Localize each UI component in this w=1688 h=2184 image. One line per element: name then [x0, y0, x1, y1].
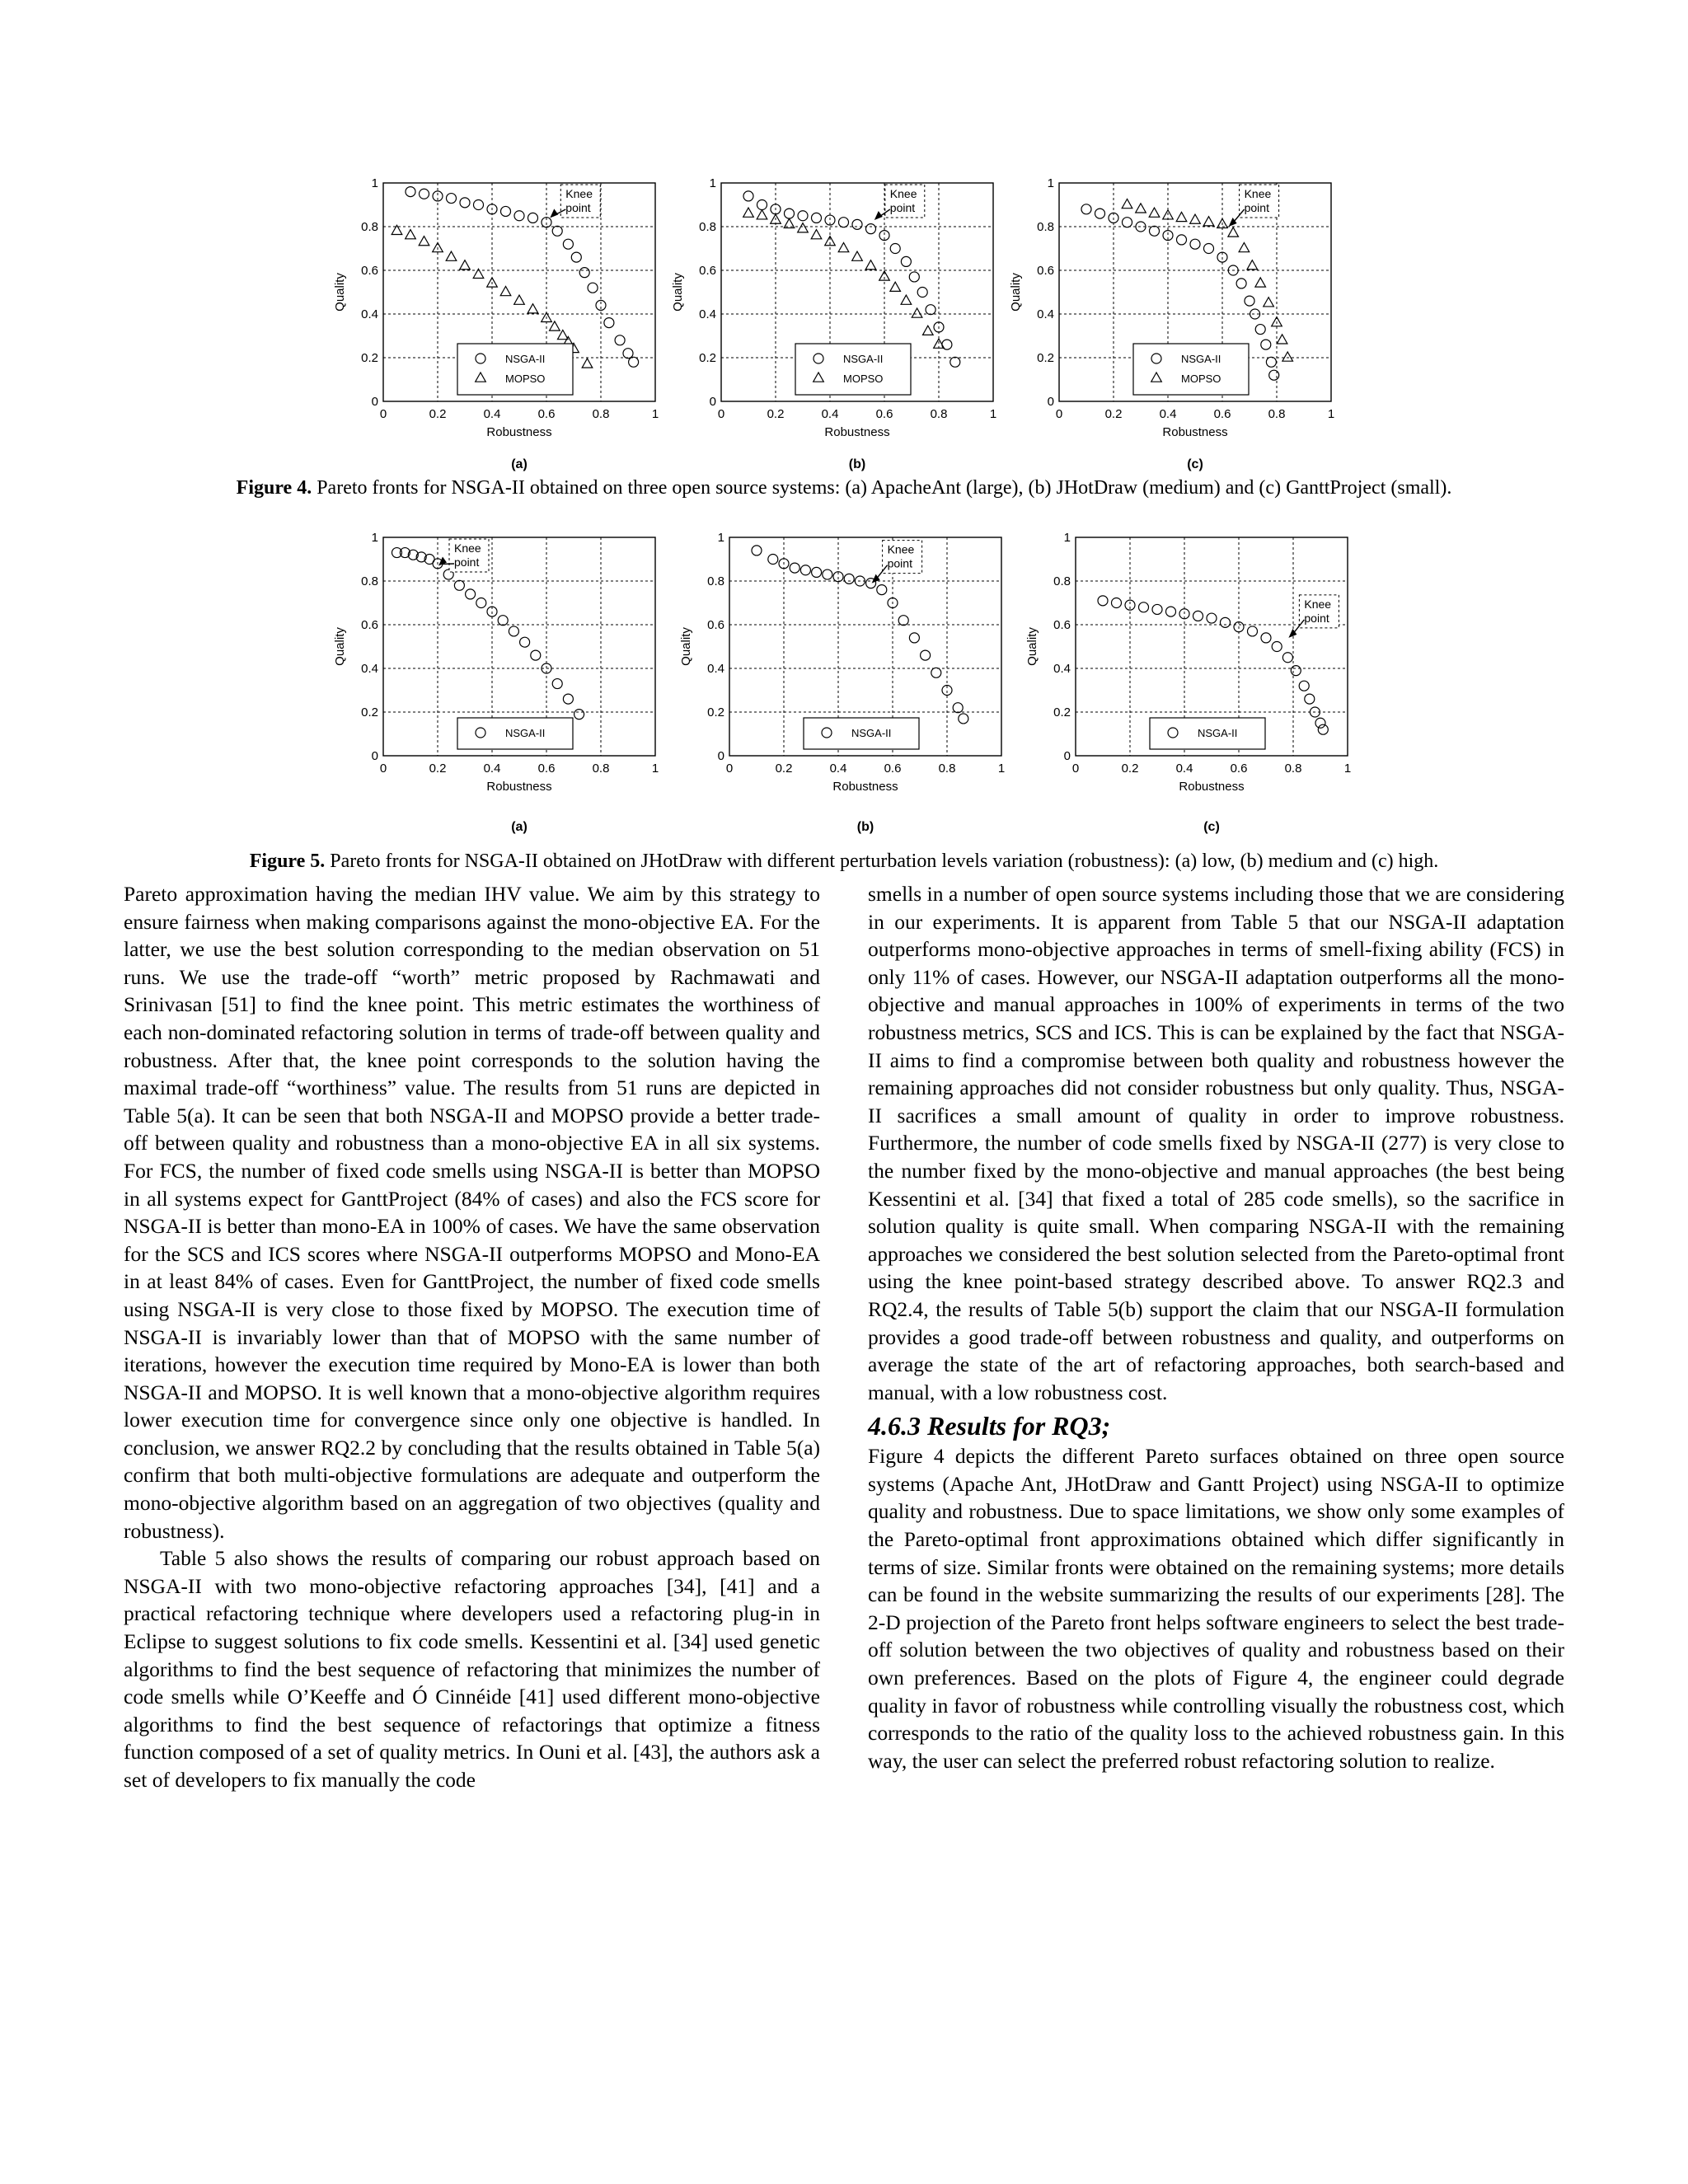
y-tick-label: 0.8	[707, 574, 724, 588]
legend-label: MOPSO	[505, 373, 546, 385]
x-tick-label: 0	[379, 407, 387, 421]
y-tick-label: 0.4	[361, 307, 378, 321]
knee-annotation-text: Knee	[1304, 597, 1332, 611]
x-tick-label: 0	[717, 407, 725, 421]
figure-5a-panel-label: (a)	[511, 820, 528, 834]
x-tick-label: 0.4	[483, 762, 501, 776]
x-tick-label: 0.2	[429, 407, 447, 421]
legend-label: NSGA-II	[505, 727, 546, 739]
x-tick-label: 0.8	[592, 407, 610, 421]
legend-label: MOPSO	[1181, 373, 1221, 385]
legend-box	[795, 344, 911, 395]
legend-box	[457, 344, 573, 395]
y-tick-label: 0.2	[699, 351, 716, 365]
x-axis-label: Robustness	[1162, 425, 1228, 439]
y-tick-label: 0.8	[361, 220, 378, 234]
knee-annotation-text: Knee	[565, 187, 593, 200]
x-tick-label: 0	[1055, 407, 1063, 421]
legend-label: NSGA-II	[851, 727, 892, 739]
y-tick-label: 0.2	[361, 705, 378, 719]
y-tick-label: 0.4	[1037, 307, 1054, 321]
y-axis-label: Quality	[679, 627, 693, 666]
y-tick-label: 0.2	[1037, 351, 1054, 365]
y-tick-label: 0	[1063, 749, 1071, 763]
y-tick-label: 1	[1047, 176, 1054, 190]
legend-label: NSGA-II	[843, 353, 884, 365]
x-tick-label: 0.4	[821, 407, 839, 421]
y-tick-label: 0.4	[1053, 662, 1071, 676]
chart-svg	[1001, 173, 1348, 453]
legend-label: NSGA-II	[1198, 727, 1238, 739]
right-paragraph-2: Figure 4 depicts the different Pareto surfaces obtained on three open source systems (Apache Ant, JHotDraw and Gantt Project) using NSGA-II to optimize quality and robustness. Due to space limitations, we show only some examples of the Pareto-optimal front approximations obtained which differ significantly in terms of size. Similar fronts were obtained on the remaining systems; more details can be found in the website summarizing the results of our experiments [28]. The 2-D projection of the Pareto front helps software engineers to select the best trade-off solution between the two objectives of quality and robustness based on their own preferences. Based on the plots of Figure 4, the engineer could degrade quality in favor of robustness while controlling visually the robustness cost, which corresponds to the ratio of the quality loss to the achieved robustness gain. In this way, the user can select the preferred robust refactoring solution to realize.	[868, 1444, 1564, 1773]
x-tick-label: 1	[651, 407, 659, 421]
y-tick-label: 0.4	[361, 662, 378, 676]
chart-svg	[663, 173, 1010, 453]
chart-svg	[1018, 527, 1364, 808]
knee-annotation-text: point	[565, 201, 591, 214]
x-tick-label: 0.8	[930, 407, 948, 421]
y-tick-label: 0.4	[707, 662, 724, 676]
y-tick-label: 0	[717, 749, 724, 763]
y-axis-label: Quality	[1025, 627, 1039, 666]
figure-5c-plot	[1018, 527, 1364, 812]
y-tick-label: 0	[709, 395, 716, 409]
figure-4b-plot	[663, 173, 1010, 457]
y-tick-label: 0	[371, 749, 378, 763]
figure-5c-panel-label: (c)	[1203, 820, 1220, 834]
left-column	[124, 880, 820, 1794]
x-tick-label: 0.6	[1230, 762, 1248, 776]
y-tick-label: 0.2	[707, 705, 724, 719]
figure-4-caption-label: Figure 4.	[236, 477, 312, 499]
figure-5-caption	[0, 849, 1688, 874]
y-tick-label: 1	[709, 176, 716, 190]
y-tick-label: 0.8	[699, 220, 716, 234]
x-tick-label: 1	[989, 407, 997, 421]
chart-svg	[326, 527, 672, 808]
x-tick-label: 0.8	[1268, 407, 1286, 421]
knee-annotation-text: point	[887, 556, 912, 570]
knee-annotation-text: point	[889, 201, 916, 214]
section-heading-4-6-3: 4.6.3 Results for RQ3;	[868, 1411, 1111, 1441]
figure-4c-plot	[1001, 173, 1348, 457]
legend-label: NSGA-II	[505, 353, 546, 365]
y-axis-label: Quality	[671, 273, 685, 312]
x-axis-label: Robustness	[824, 425, 890, 439]
left-paragraph-1: Pareto approximation having the median IHV value. We aim by this strategy to ensure fairness when making comparisons against the mono-objective EA. For the latter, we use the best solution corresponding to the median observation on 51 runs. We use the trade-off “worth” metric proposed by Rachmawati and Srinivasan [51] to find the knee point. This metric estimates the worthiness of each non-dominated refactoring solution in terms of trade-off between quality and robustness. After that, the knee point corresponds to the solution having the maximal trade-off “worthiness” value. The results from 51 runs are depicted in Table 5(a). It can be seen that both NSGA-II and MOPSO provide a better trade-off between quality and robustness than a mono-objective EA in all six systems. For FCS, the number of fixed code smells using NSGA-II is better than MOPSO in all systems expect for GanttProject (84% of cases) and also the FCS score for NSGA-II is better than mono-EA in 100% of cases. We have the same observation for the SCS and ICS scores where NSGA-II outperforms MOPSO and Mono-EA in at least 84% of cases. Even for GanttProject, the number of fixed code smells using NSGA-II is very close to those fixed by MOPSO. The execution time of NSGA-II is invariably lower than that of MOPSO with the same number of iterations, however the execution time required by Mono-EA is lower than both NSGA-II and MOPSO. It is well known that a mono-objective algorithm requires lower execution time for convergence since only one objective is handled. In conclusion, we answer RQ2.2 by concluding that the results obtained in Table 5(a) confirm that both multi-objective formulations are adequate and outperform the mono-objective algorithm based on an aggregation of two objectives (quality and robustness).	[124, 882, 820, 1543]
x-tick-label: 0.6	[537, 762, 556, 776]
x-axis-label: Robustness	[486, 780, 552, 794]
y-tick-label: 1	[1063, 531, 1071, 545]
figure-4a-plot	[326, 173, 672, 457]
knee-annotation-text: Knee	[1244, 187, 1272, 200]
figure-5b-plot	[672, 527, 1018, 812]
right-paragraph-1: smells in a number of open source systems including those that we are considering in our experiments. It is apparent from Table 5 that our NSGA-II adaptation outperforms mono-objective approaches in terms of smell-fixing ability (FCS) in only 11% of cases. However, our NSGA-II adaptation outperforms all the mono-objective and manual approaches in 100% of experiments in terms of the two robustness metrics, SCS and ICS. This is can be explained by the fact that NSGA-II aims to find a compromise between both quality and robustness however the remaining approaches did not consider robustness but only quality. Thus, NSGA-II sacrifices a small amount of quality in order to improve robustness. Furthermore, the number of code smells fixed by NSGA-II (277) is very close to the number fixed by the mono-objective and manual approaches (the best being Kessentini et al. [34] that fixed a total of 285 code smells), so the sacrifice in solution quality is quite small. When comparing NSGA-II with the remaining approaches we considered the best solution selected from the Pareto-optimal front using the knee point-based strategy described above. To answer RQ2.3 and RQ2.4, the results of Table 5(b) support the claim that our NSGA-II formulation provides a good trade-off between robustness and quality, and outperforms on average the state of the art of refactoring approaches, both search-based and manual, with a low robustness cost.	[868, 882, 1564, 1404]
y-tick-label: 1	[717, 531, 724, 545]
x-tick-label: 0.2	[429, 762, 447, 776]
legend-label: MOPSO	[843, 373, 884, 385]
figure-5a-plot	[326, 527, 672, 812]
knee-annotation-text: Knee	[454, 541, 481, 555]
legend-label: NSGA-II	[1181, 353, 1221, 365]
figure-5-caption-text: Pareto fronts for NSGA-II obtained on JHotDraw with different perturbation levels variation (robustness): (a) low, (b) medium and (c) high.	[330, 851, 1439, 872]
x-tick-label: 0.8	[1284, 762, 1302, 776]
y-tick-label: 0.8	[361, 574, 378, 588]
x-tick-label: 0.8	[938, 762, 956, 776]
x-tick-label: 0.8	[592, 762, 610, 776]
y-tick-label: 0.6	[361, 618, 378, 632]
y-tick-label: 0.8	[1037, 220, 1054, 234]
knee-annotation-text: Knee	[887, 542, 915, 556]
y-tick-label: 0.6	[707, 618, 724, 632]
x-tick-label: 0	[725, 762, 734, 776]
x-tick-label: 0.4	[483, 407, 501, 421]
x-axis-label: Robustness	[486, 425, 552, 439]
y-tick-label: 0.6	[1037, 264, 1054, 278]
y-tick-label: 0.2	[1053, 705, 1071, 719]
y-axis-label: Quality	[1009, 273, 1023, 312]
y-tick-label: 1	[371, 531, 378, 545]
right-column	[868, 880, 1564, 1774]
x-tick-label: 0.4	[1175, 762, 1193, 776]
left-paragraph-2: Table 5 also shows the results of comparing our robust approach based on NSGA-II with two mono-objective refactoring approaches [34], [41] and a practical refactoring technique where developers used a refactoring plug-in in Eclipse to suggest solutions to fix code smells. Kessentini et al. [34] used genetic algorithms to find the best sequence of refactoring that minimizes the number of code smells while O’Keeffe and Ó Cinnéide [41] used different mono-objective algorithms to find the best sequence of refactorings that optimize a fitness function composed of a set of quality metrics. In Ouni et al. [43], the authors ask a set of developers to fix manually the code	[124, 1546, 820, 1792]
figure-4-caption-text: Pareto fronts for NSGA-II obtained on three open source systems: (a) ApacheAnt (large), (b) JHotDraw (medium) and (c) GanttProject (small).	[316, 477, 1452, 499]
x-axis-label: Robustness	[1179, 780, 1245, 794]
x-tick-label: 0.2	[1104, 407, 1123, 421]
y-tick-label: 0.6	[361, 264, 378, 278]
x-tick-label: 1	[1343, 762, 1352, 776]
figure-4-caption	[0, 476, 1688, 500]
chart-svg	[326, 173, 672, 453]
figure-4c-panel-label: (c)	[1187, 457, 1203, 471]
x-tick-label: 0	[1071, 762, 1080, 776]
y-tick-label: 0.8	[1053, 574, 1071, 588]
y-axis-label: Quality	[333, 273, 347, 312]
legend-box	[1133, 344, 1249, 395]
x-tick-label: 0.6	[884, 762, 902, 776]
y-tick-label: 0	[371, 395, 378, 409]
knee-annotation-text: point	[1304, 611, 1329, 625]
figure-5-caption-label: Figure 5.	[249, 851, 326, 872]
y-tick-label: 1	[371, 176, 378, 190]
x-tick-label: 1	[651, 762, 659, 776]
x-tick-label: 0.6	[1213, 407, 1231, 421]
figure-4a-panel-label: (a)	[511, 457, 528, 471]
knee-annotation-text: point	[1244, 201, 1269, 214]
y-axis-label: Quality	[333, 627, 347, 666]
chart-svg	[672, 527, 1018, 808]
y-tick-label: 0.6	[699, 264, 716, 278]
x-tick-label: 1	[997, 762, 1006, 776]
x-tick-label: 0.2	[1121, 762, 1139, 776]
x-tick-label: 0	[379, 762, 387, 776]
x-axis-label: Robustness	[832, 780, 898, 794]
y-tick-label: 0	[1047, 395, 1054, 409]
knee-annotation-text: Knee	[889, 187, 917, 200]
figure-5b-panel-label: (b)	[856, 820, 874, 834]
x-tick-label: 0.4	[1159, 407, 1177, 421]
y-tick-label: 0.4	[699, 307, 716, 321]
x-tick-label: 0.6	[875, 407, 893, 421]
y-tick-label: 0.2	[361, 351, 378, 365]
x-tick-label: 0.2	[767, 407, 785, 421]
x-tick-label: 0.2	[775, 762, 793, 776]
knee-annotation-text: point	[454, 555, 480, 569]
y-tick-label: 0.6	[1053, 618, 1071, 632]
x-tick-label: 0.4	[829, 762, 847, 776]
figure-4b-panel-label: (b)	[848, 457, 866, 471]
x-tick-label: 0.6	[537, 407, 556, 421]
x-tick-label: 1	[1327, 407, 1335, 421]
